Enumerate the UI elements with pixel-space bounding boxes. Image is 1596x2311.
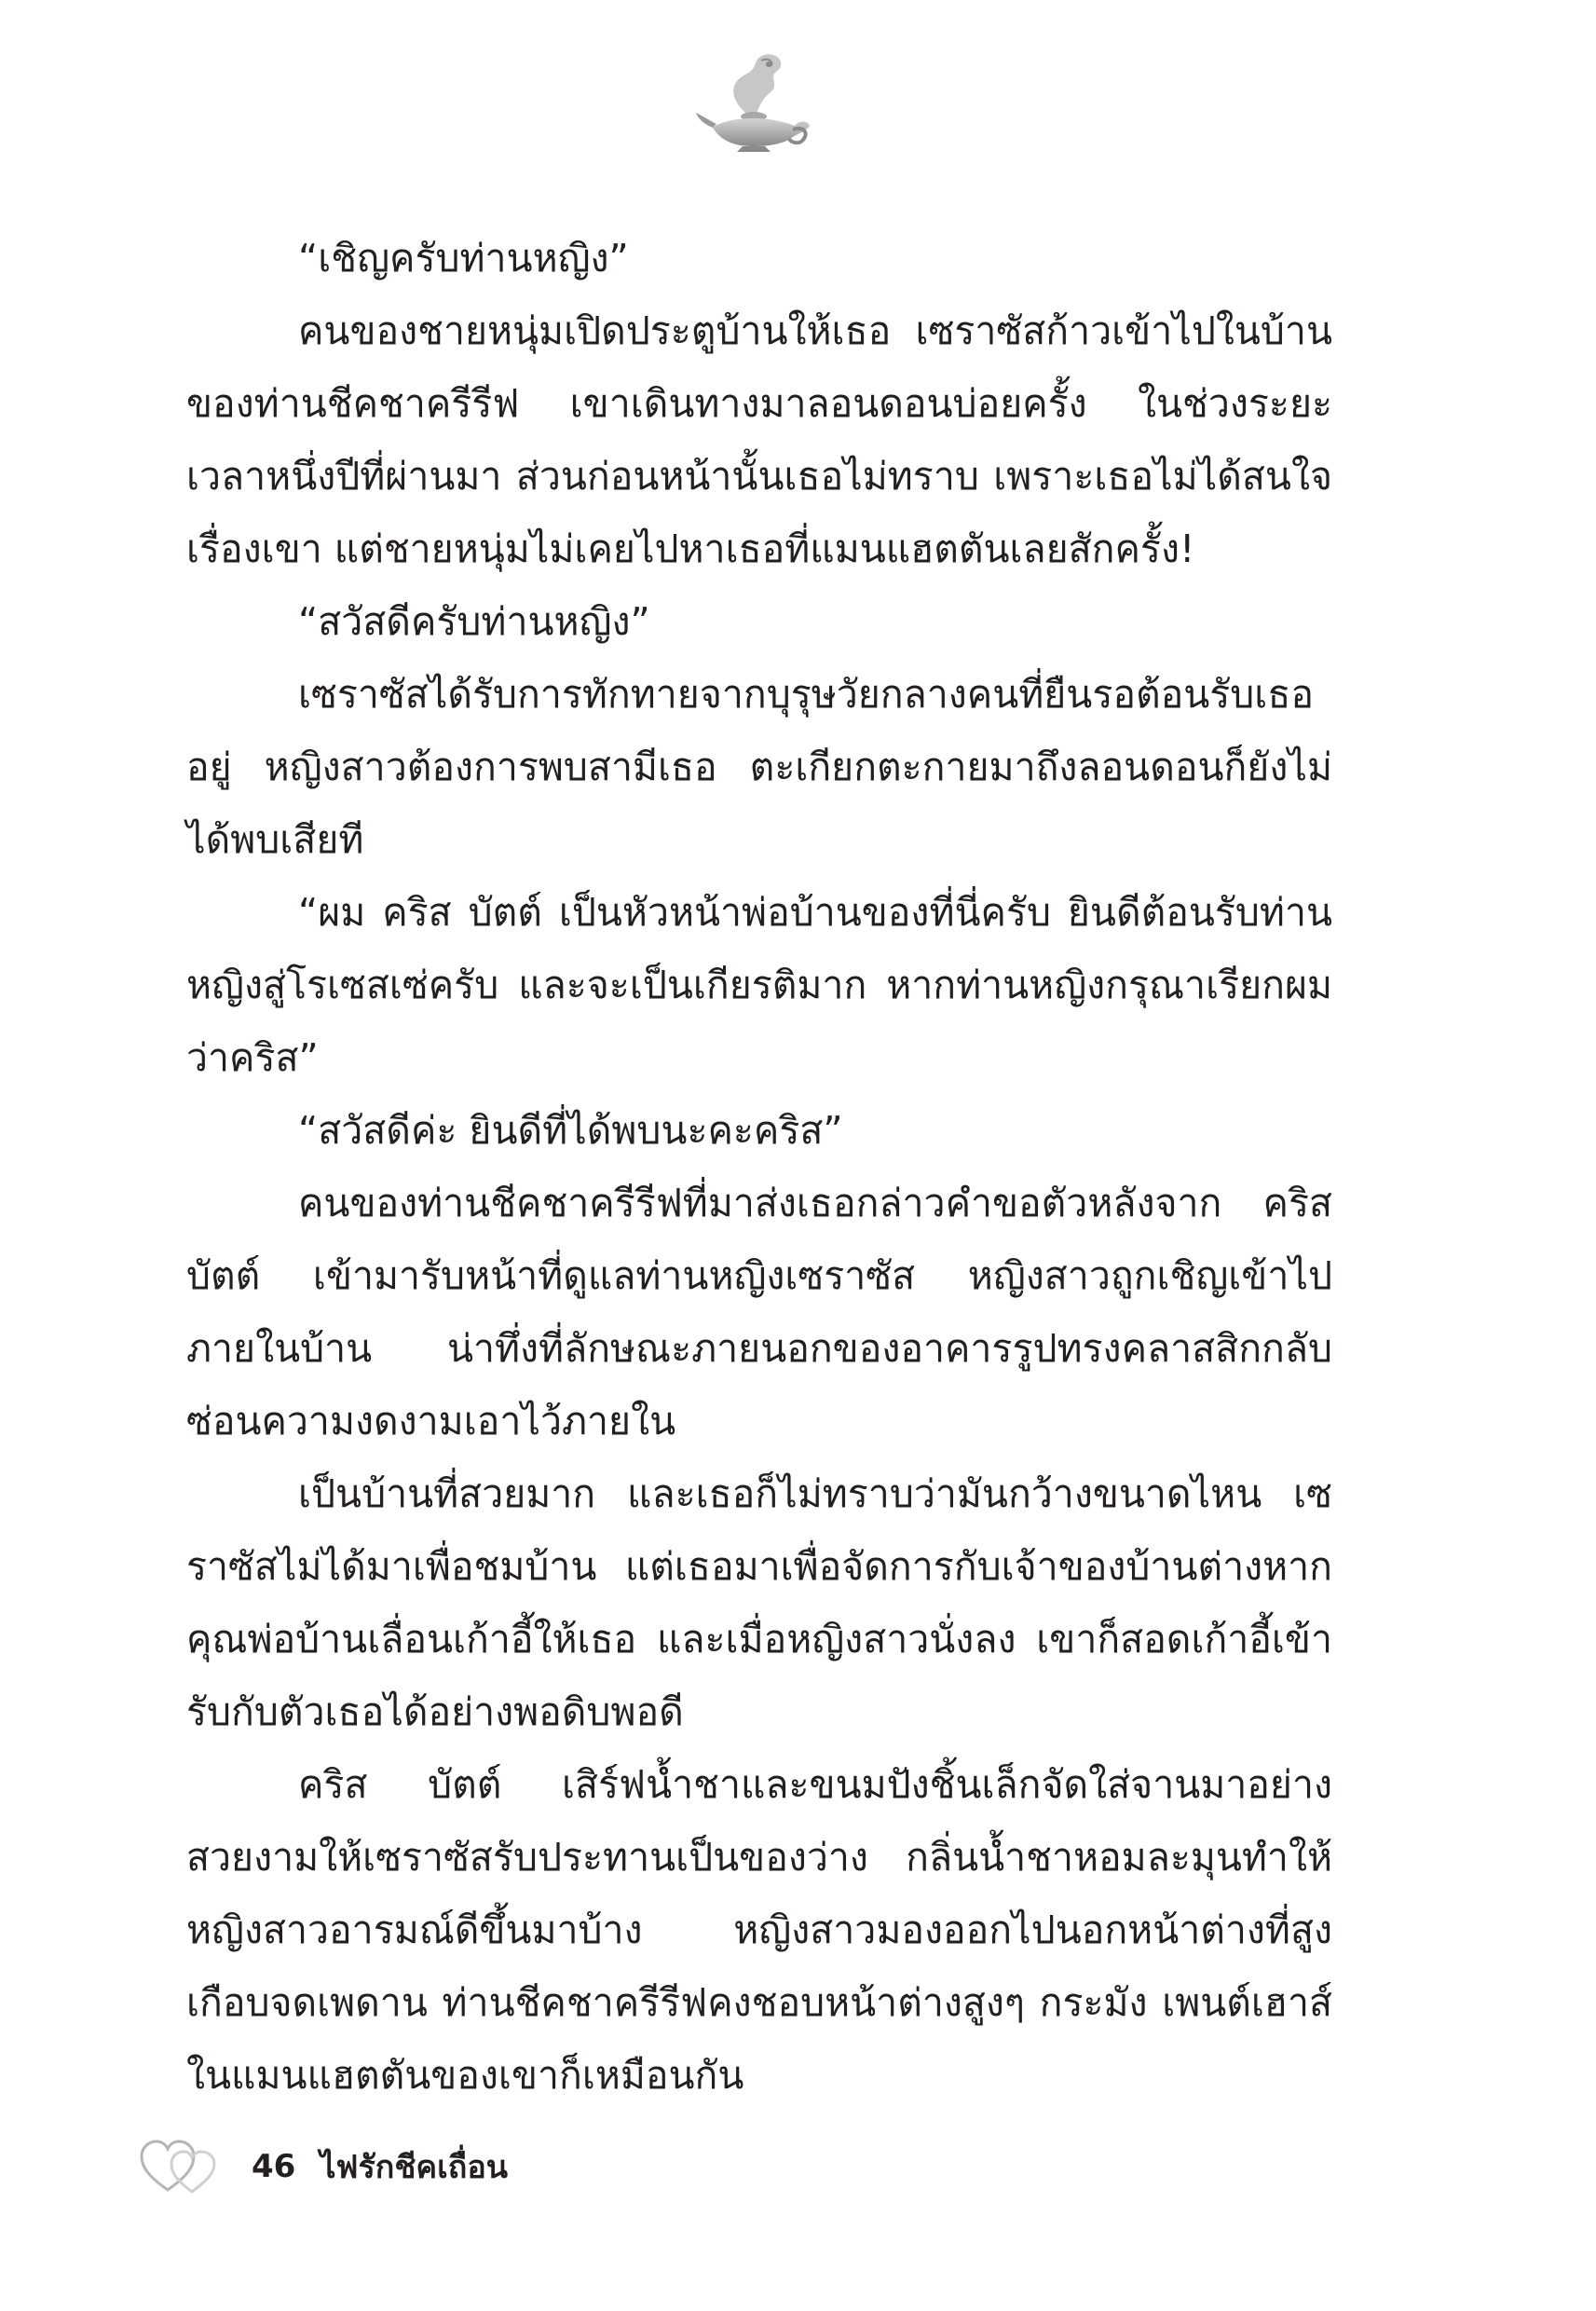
paragraph: เซราซัสได้รับการทักทายจากบุรุษวัยกลางคนที่ยืนรอต้อนรับเธออยู่ หญิงสาวต้องการพบสามีเธอ ตะเกียกตะกายมาถึงลอนดอนก็ยังไม่ได้พบเสียที [186, 672, 1332, 862]
book-title: ไฟรักชีคเถื่อน [320, 2149, 509, 2186]
paragraph: “เชิญครับท่านหญิง” [298, 236, 629, 280]
paragraph: “สวัสดีค่ะ ยินดีที่ได้พบนะคะคริส” [298, 1108, 843, 1153]
genie-lamp-ornament-icon [694, 51, 815, 154]
paragraph: คริส บัตต์ เสิร์ฟน้ำชาและขนมปังชิ้นเล็กจัดใส่จานมาอย่างสวยงามให้เซราซัสรับประทานเป็นของว่าง กลิ่นน้ำชาหอมละมุนทำให้หญิงสาวอารมณ์ดีขึ้นมาบ้าง หญิงสาวมองออกไปนอกหน้าต่างที่สูงเกือบจดเพดาน ท่านชีคชาครีรีฟคงชอบหน้าต่างสูงๆ กระมัง เพนต์เฮาส์ในแมนแฮตตันของเขาก็เหมือนกัน [186, 1762, 1332, 2098]
paragraph: เป็นบ้านที่สวยมาก และเธอก็ไม่ทราบว่ามันกว้างขนาดไหน เซราซัสไม่ได้มาเพื่อชมบ้าน แต่เธอมาเพื่อจัดการกับเจ้าของบ้านต่างหาก คุณพ่อบ้านเลื่อนเก้าอี้ให้เธอ และเมื่อหญิงสาวนั่งลง เขาก็สอดเก้าอี้เข้ารับกับตัวเธอได้อย่างพอดิบพอดี [186, 1471, 1332, 1734]
paragraph: “ผม คริส บัตต์ เป็นหัวหน้าพ่อบ้านของที่นี่ครับ ยินดีต้อนรับท่านหญิงสู่โรเซสเซ่ครับ และจะเป็นเกียรติมาก หากท่านหญิงกรุณาเรียกผมว่าคริส” [186, 890, 1332, 1080]
paragraph: คนของท่านชีคชาครีรีฟที่มาส่งเธอกล่าวคำขอตัวหลังจาก คริส บัตต์ เข้ามารับหน้าที่ดูแลท่านหญิงเซราซัส หญิงสาวถูกเชิญเข้าไปภายในบ้าน น่าทึ่งที่ลักษณะภายนอกของอาคารรูปทรงคลาสสิกกลับซ่อนความงดงามเอาไว้ภายใน [186, 1181, 1332, 1443]
hearts-icon [140, 2138, 225, 2195]
page-footer [140, 2134, 508, 2199]
page-number: 46 [252, 2148, 296, 2185]
body-text [186, 222, 1332, 2112]
paragraph: คนของชายหนุ่มเปิดประตูบ้านให้เธอ เซราซัสก้าวเข้าไปในบ้านของท่านชีคชาครีรีฟ เขาเดินทางมาลอนดอนบ่อยครั้ง ในช่วงระยะเวลาหนึ่งปีที่ผ่านมา ส่วนก่อนหน้านั้นเธอไม่ทราบ เพราะเธอไม่ได้สนใจเรื่องเขา แต่ชายหนุ่มไม่เคยไปหาเธอที่แมนแฮตตันเลยสักครั้ง! [186, 308, 1332, 571]
paragraph: “สวัสดีครับท่านหญิง” [298, 599, 650, 644]
